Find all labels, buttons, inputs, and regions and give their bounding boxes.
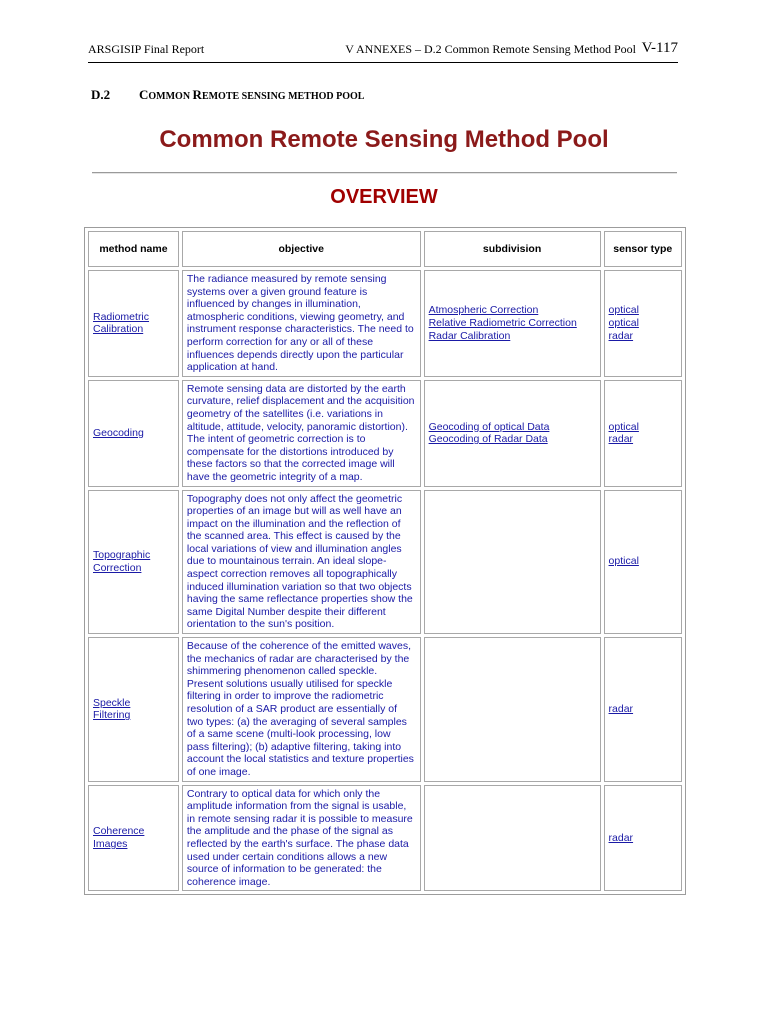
subdivision-cell (424, 380, 601, 487)
method-name-line: Calibration (93, 323, 144, 336)
subdivision-cell (424, 270, 601, 377)
table-row (88, 637, 682, 782)
sensor-type-link[interactable]: optical (608, 420, 639, 433)
section-number: D.2 (91, 87, 111, 102)
method-name-line: Filtering (93, 709, 131, 722)
title-divider (92, 172, 677, 174)
subdivision-link[interactable]: Radar Calibration (428, 329, 511, 342)
objective-cell: Because of the coherence of the emitted waves, the mechanics of radar are characterised by the shimmering phenomenon called speckle. Present solutions usually utilised for speckle filtering in order to improve the radiometric resolution of a SAR product are essentially of two types: (a) the averaging of several samples of a same scene (multi-look processing, low pass filtering); (b) adaptive filtering, taking into account the local statistics and texture properties of one image. (182, 637, 421, 782)
header-sensor-type: sensor type (604, 231, 682, 267)
section-word-2: REMOTE SENSING METHOD POOL (192, 87, 365, 102)
method-name-link[interactable] (93, 825, 144, 850)
method-name-line: Correction (93, 561, 142, 574)
sensor-type-cell (604, 490, 682, 635)
method-name-cell (88, 490, 179, 635)
subdivision-cell (424, 785, 601, 892)
subdivision-cell (424, 637, 601, 782)
method-name-cell (88, 785, 179, 892)
subdivision-link[interactable]: Geocoding of Radar Data (428, 433, 548, 446)
section-heading (91, 87, 364, 103)
sensor-type-link[interactable]: radar (608, 433, 634, 446)
method-name-link[interactable] (93, 427, 144, 440)
objective-cell: The radiance measured by remote sensing systems over a given ground feature is influenced by changes in illumination, atmospheric conditions, viewing geometry, and instrument response characteristics. The need to perform correction for any or all of these influences depends directly upon the particular application at hand. (182, 270, 421, 377)
header-subdivision: subdivision (424, 231, 601, 267)
subdivision-link[interactable]: Atmospheric Correction (428, 304, 539, 317)
subdivision-link[interactable]: Geocoding of optical Data (428, 420, 550, 433)
table-row (88, 380, 682, 487)
method-name-cell (88, 270, 179, 377)
sensor-type-cell (604, 380, 682, 487)
method-name-cell (88, 380, 179, 487)
section-word-1: COMMON (139, 87, 193, 102)
method-name-line: Coherence (93, 825, 145, 838)
subdivision-link[interactable]: Relative Radiometric Correction (428, 317, 577, 330)
table-body (88, 270, 682, 891)
method-name-link[interactable] (93, 697, 130, 722)
page-title: Common Remote Sensing Method Pool (159, 126, 609, 153)
subdivision-cell (424, 490, 601, 635)
table-row (88, 490, 682, 635)
sensor-type-link[interactable]: optical (608, 555, 639, 568)
objective-cell: Topography does not only affect the geometric properties of an image but will as well have an impact on the illumination and the reflection of the scanned area. This effect is caused by the local variations of view and illumination angles due to mountainous terrain. An ideal slope-aspect correction removes all topographically induced illumination variation so that two objects having the same reflectance properties show the same Digital Number despite their different orientation to the sun's position. (182, 490, 421, 635)
objective-cell: Contrary to optical data for which only the amplitude information from the signal is usable, in remote sensing radar it is possible to measure the amplitude and the phase of the signal as reflected by the earth's surface. The phase data used under certain conditions allows a new source of information to be generated: the coherence image. (182, 785, 421, 892)
sensor-type-cell (604, 785, 682, 892)
page-header (88, 38, 678, 63)
objective-cell: Remote sensing data are distorted by the earth curvature, relief displacement and the acquisition geometry of the satellites (i.e. variations in altitude, attitude, velocity, panoramic distortion). The intent of geometric correction is to compensate for the distortions introduced by these factors so that the corrected image will have the geometric integrity of a map. (182, 380, 421, 487)
sensor-type-link[interactable]: radar (608, 703, 634, 715)
method-name-line: Radiometric (93, 310, 150, 323)
sensor-type-link[interactable]: radar (608, 831, 634, 844)
sensor-type-link[interactable]: radar (608, 329, 634, 342)
table-row (88, 785, 682, 892)
page-number: V-117 (641, 40, 678, 56)
header-method-name: method name (88, 231, 179, 267)
method-name-cell (88, 637, 179, 782)
report-name: ARSGISIP Final Report (88, 42, 205, 56)
sensor-type-link[interactable]: optical (608, 317, 639, 330)
table-row (88, 270, 682, 377)
method-name-link[interactable] (93, 311, 149, 336)
sensor-type-link[interactable]: optical (608, 304, 639, 317)
table-header-row (88, 231, 682, 267)
method-name-line: Images (93, 837, 128, 850)
method-name-line: Geocoding (93, 426, 144, 439)
header-objective: objective (182, 231, 421, 267)
method-name-line: Speckle (93, 696, 131, 709)
overview-heading: OVERVIEW (330, 186, 438, 208)
method-name-link[interactable] (93, 549, 150, 574)
method-name-line: Topographic (93, 549, 151, 562)
sensor-type-cell (604, 637, 682, 782)
method-table (84, 227, 686, 895)
chapter-title: V ANNEXES – D.2 Common Remote Sensing Method Pool (345, 42, 636, 56)
sensor-type-cell (604, 270, 682, 377)
